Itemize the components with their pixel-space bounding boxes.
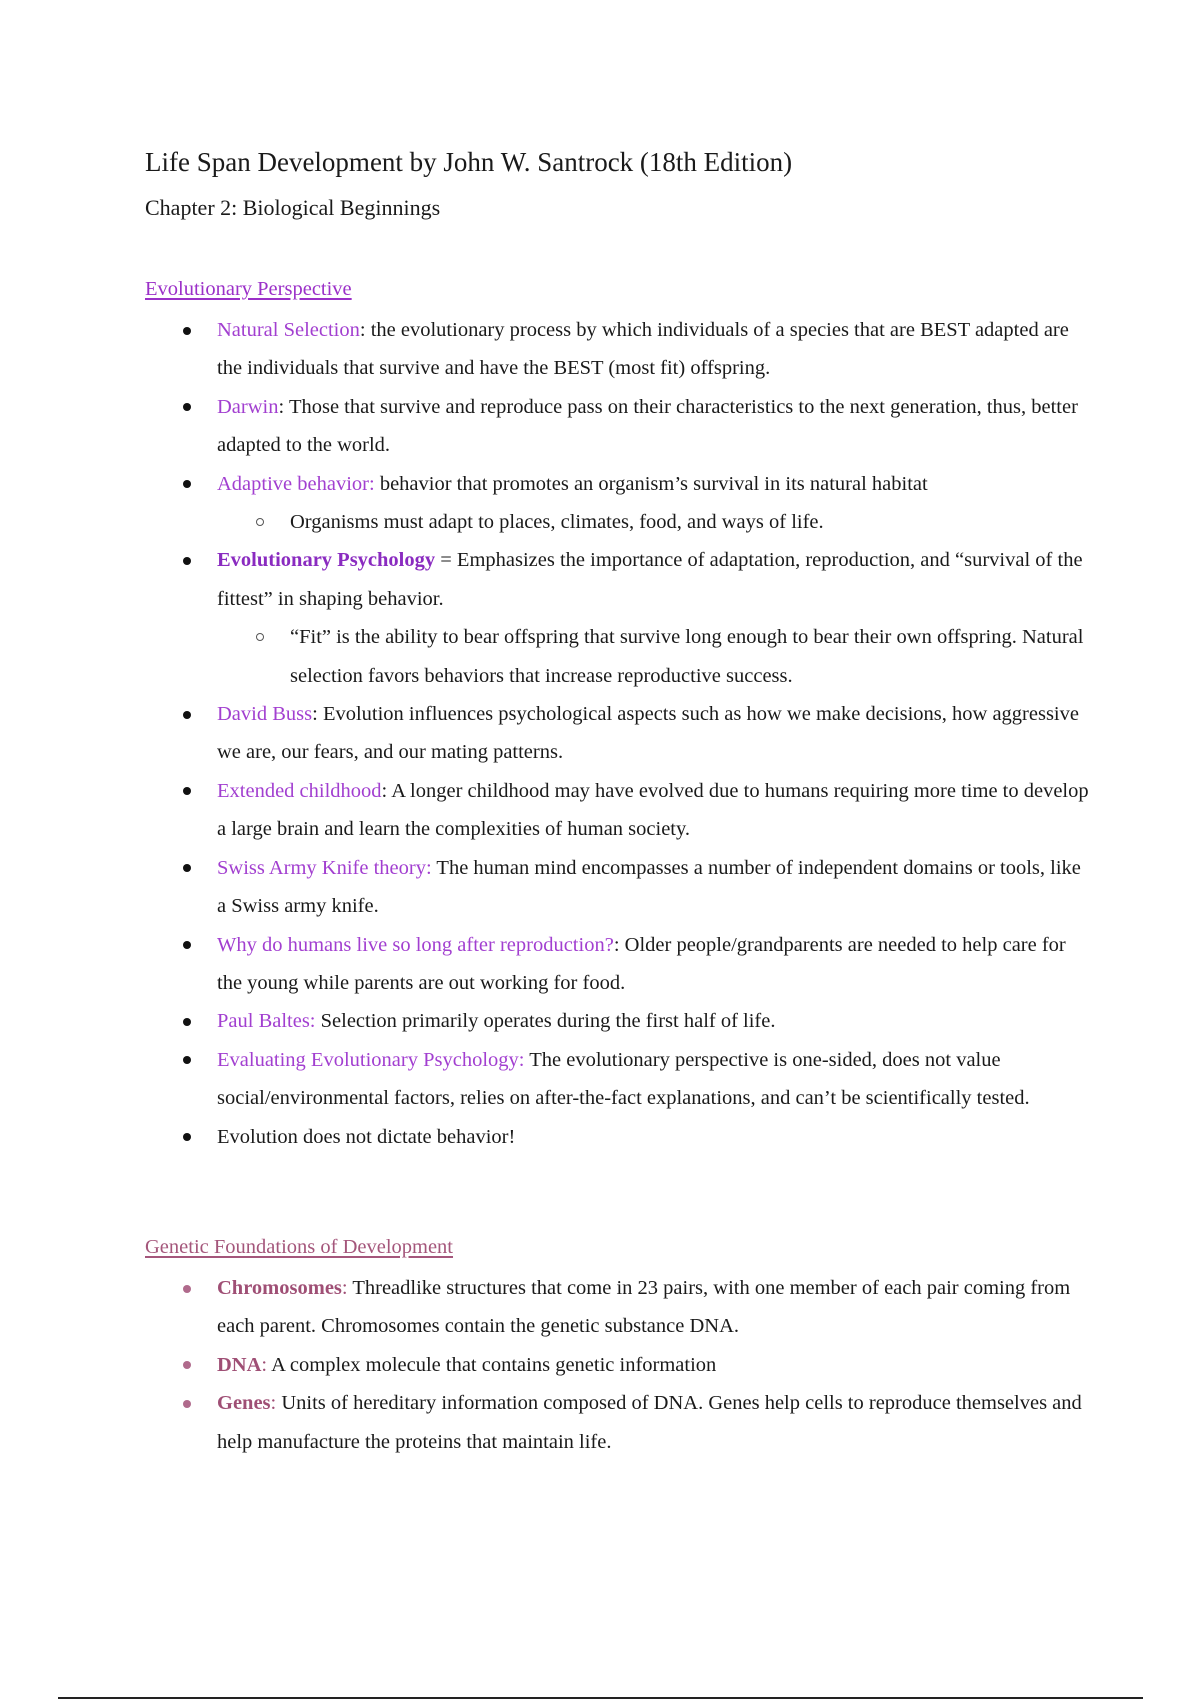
bullet-icon: [183, 480, 191, 488]
bullet-icon: [183, 787, 191, 795]
item-text: Organisms must adapt to places, climates, food, and ways of life.: [290, 511, 824, 534]
item-text: The human mind encompasses a number of independent domains or tools, like a Swiss army knife.: [217, 856, 1081, 918]
bullet-icon: [183, 941, 191, 949]
bullet-icon: [183, 711, 191, 719]
term-label: Evaluating Evolutionary Psychology:: [217, 1048, 525, 1071]
document-title: Life Span Development by John W. Santrock (18th Edition): [145, 147, 793, 177]
bullet-icon: [183, 1361, 191, 1369]
term-separator: :: [613, 933, 620, 956]
item-text: = Emphasizes the importance of adaptation, reproduction, and “survival of the fittest” in shaping behavior.: [217, 549, 1083, 610]
list-item: [0, 465, 1200, 503]
bullet-icon: [183, 1133, 191, 1141]
item-text: “Fit” is the ability to bear offspring that survive long enough to bear their own offspring. Natural selection favors behaviors that increase reproductive success.: [290, 626, 1084, 687]
item-text: A complex molecule that contains genetic information: [267, 1353, 717, 1376]
bullet-icon: [183, 403, 191, 411]
bullet-icon: [183, 1056, 191, 1064]
chapter-subtitle: Chapter 2: Biological Beginnings: [145, 195, 441, 220]
term-label: Evolutionary Psychology: [217, 549, 436, 572]
term-separator: :: [312, 703, 318, 726]
hollow-bullet-icon: [256, 518, 264, 526]
item-text: The evolutionary perspective is one-sided, does not value social/environmental factors, relies on after-the-fact explanations, and can’t be scientifically tested.: [217, 1048, 1030, 1110]
term-separator: :: [278, 395, 285, 418]
item-text: Units of hereditary information composed of DNA. Genes help cells to reproduce themselves and help manufacture the proteins that maintain life.: [217, 1392, 1082, 1453]
item-text: Selection primarily operates during the first half of life.: [315, 1010, 776, 1033]
term-separator: :: [341, 1277, 348, 1299]
term-label: Paul Baltes:: [217, 1010, 316, 1033]
item-text: Evolution does not dictate behavior!: [217, 1125, 516, 1148]
bullet-icon: [183, 864, 191, 872]
list-item: [0, 926, 1200, 1003]
list-item: [0, 541, 1200, 618]
section-heading-genetic-foundations: Genetic Foundations of Development: [145, 1236, 454, 1258]
term-label: DNA: [217, 1353, 262, 1376]
list-item: [0, 311, 1200, 388]
sub-list-item: [0, 618, 1200, 695]
bullet-icon: [183, 1400, 191, 1408]
page-bottom-rule: [58, 1697, 1143, 1699]
list-item: [0, 849, 1200, 926]
item-text: behavior that promotes an organism’s survival in its natural habitat: [374, 472, 928, 495]
list-item: [0, 388, 1200, 465]
list-item: [0, 1041, 1200, 1118]
item-text: Evolution influences psychological aspects such as how we make decisions, how aggressive we are, our fears, and our mating patterns.: [217, 703, 1079, 764]
genetic-foundations-list: [0, 1269, 1200, 1461]
bullet-icon: [183, 1018, 191, 1026]
list-item: [0, 1002, 1200, 1040]
term-label: Extended childhood: [217, 779, 382, 802]
term-label: Adaptive behavior:: [217, 472, 375, 495]
term-separator: :: [381, 779, 388, 802]
bullet-icon: [183, 1285, 191, 1293]
term-label: Natural Selection: [217, 319, 360, 341]
item-text: Those that survive and reproduce pass on their characteristics to the next generation, thus, better adapted to the world.: [217, 395, 1078, 457]
item-text: A longer childhood may have evolved due to humans requiring more time to develop a large brain and learn the complexities of human society.: [217, 779, 1089, 841]
term-separator: :: [270, 1392, 277, 1415]
bullet-icon: [183, 557, 191, 565]
item-text: Older people/grandparents are needed to help care for the young while parents are out working for food.: [217, 933, 1066, 994]
bullet-icon: [183, 327, 191, 335]
term-label: Why do humans live so long after reproduction?: [217, 933, 614, 956]
sub-list-item: [0, 503, 1200, 541]
list-item: [0, 1118, 1200, 1156]
term-separator: :: [359, 319, 366, 341]
hollow-bullet-icon: [256, 633, 264, 641]
item-text: the evolutionary process by which individuals of a species that are BEST adapted are the individuals that survive and have the BEST (most fit) offspring.: [217, 319, 1069, 380]
term-label: Chromosomes: [217, 1277, 342, 1299]
list-item: [0, 772, 1200, 849]
term-separator: :: [261, 1353, 268, 1376]
section-heading-evolutionary-perspective: Evolutionary Perspective: [145, 278, 352, 300]
evolutionary-perspective-list: [0, 311, 1200, 1156]
term-label: Genes: [217, 1392, 271, 1415]
list-item: [0, 1384, 1200, 1461]
term-label: Swiss Army Knife theory:: [217, 856, 432, 879]
item-text: Threadlike structures that come in 23 pairs, with one member of each pair coming from each parent. Chromosomes contain the genetic substance DNA.: [217, 1277, 1071, 1338]
list-item: [0, 1269, 1200, 1346]
list-item: [0, 1346, 1200, 1384]
list-item: [0, 695, 1200, 772]
term-label: David Buss: [217, 703, 313, 726]
term-label: Darwin: [217, 395, 279, 418]
